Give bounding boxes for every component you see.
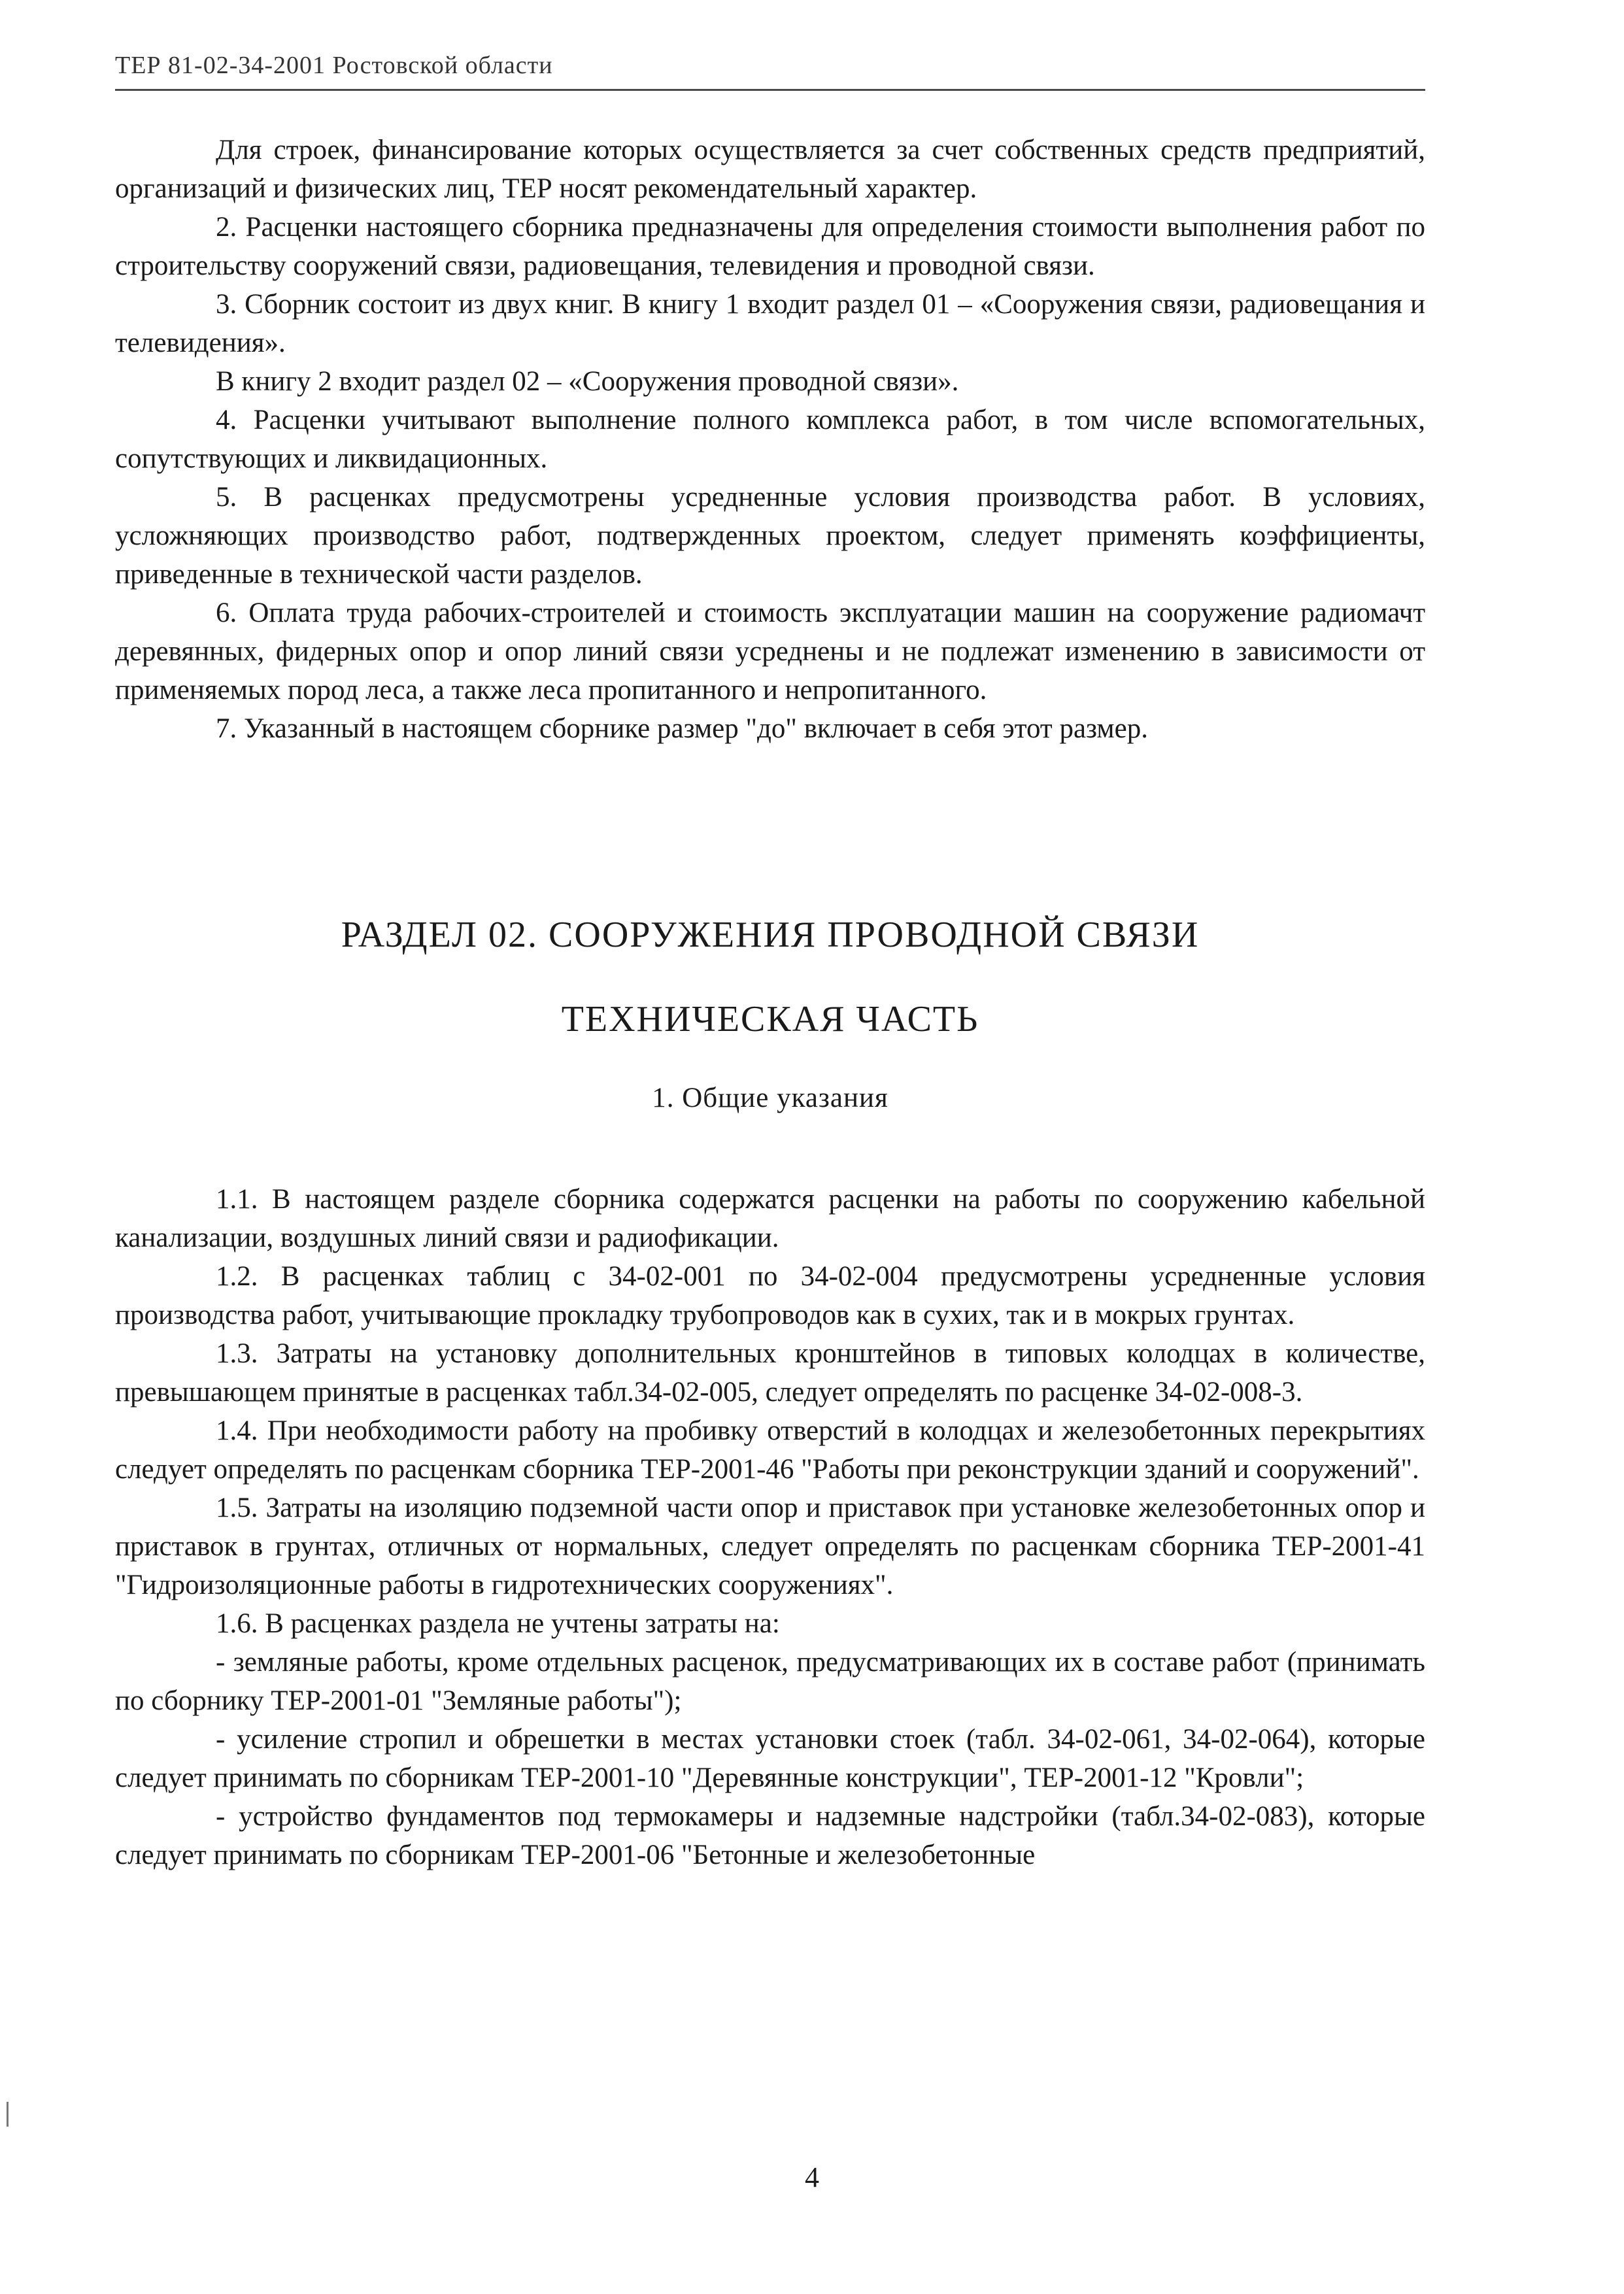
intro-paragraph: 5. В расценках предусмотрены усредненные условия производства работ. В условиях, усложняющих производство работ, подтвержденных проектом, следует применять коэффициенты, приведенные в технической части разделов. <box>115 482 1425 590</box>
intro-paragraph: 4. Расценки учитывают выполнение полного комплекса работ, в том числе вспомогательных, сопутствующих и ликвидационных. <box>115 405 1425 474</box>
intro-paragraph: 3. Сборник состоит из двух книг. В книгу 1 входит раздел 01 – «Сооружения связи, радиовещания и телевидения». <box>115 289 1425 358</box>
running-header: ТЕР 81-02-34-2001 Ростовской области <box>115 52 553 79</box>
section-paragraph: 1.5. Затраты на изоляцию подземной части опор и приставок при установке железобетонных опор и приставок в грунтах, отличных от нормальных, следует определять по расценкам сборника ТЕР-2001-41 "Гидроизоляционные работы в гидротехнических сооружениях". <box>115 1493 1425 1600</box>
header-rule <box>115 89 1425 91</box>
intro-paragraph: 7. Указанный в настоящем сборнике размер "до" включает в себя этот размер. <box>216 713 1148 744</box>
margin-scan-mark <box>7 2102 8 2127</box>
intro-paragraph: 6. Оплата труда рабочих-строителей и стоимость эксплуатации машин на сооружение радиомачт деревянных, фидерных опор и опор линий связи усреднены и не подлежат изменению в зависимости от применяемых пород леса, а также леса пропитанного и непропитанного. <box>115 598 1425 705</box>
intro-paragraph: 2. Расценки настоящего сборника предназначены для определения стоимости выполнения работ по строительству сооружений связи, радиовещания, телевидения и проводной связи. <box>115 212 1425 281</box>
subsection-title: 1. Общие указания <box>652 1083 888 1113</box>
part-title: ТЕХНИЧЕСКАЯ ЧАСТЬ <box>561 999 979 1039</box>
section-paragraph: 1.2. В расценках таблиц с 34-02-001 по 34-02-004 предусмотрены усредненные условия производства работ, учитывающие прокладку трубопроводов как в сухих, так и в мокрых грунтах. <box>115 1261 1425 1330</box>
section-paragraph: 1.3. Затраты на установку дополнительных кронштейнов в типовых колодцах в количестве, превышающем принятые в расценках табл.34-02-005, следует определять по расценке 34-02-008-3. <box>115 1338 1425 1408</box>
intro-text <box>115 131 1425 748</box>
section-list-item: - устройство фундаментов под термокамеры и надземные надстройки (табл.34-02-083), которые следует принимать по сборникам ТЕР-2001-06 "Бетонные и железобетонные <box>115 1801 1425 1870</box>
section-list-item: - усиление стропил и обрешетки в местах установки стоек (табл. 34-02-061, 34-02-064), которые следует принимать по сборникам ТЕР-2001-10 "Деревянные конструкции", ТЕР-2001-12 "Кровли"; <box>115 1724 1425 1793</box>
section-body-text <box>115 1180 1425 1874</box>
section-paragraph: 1.6. В расценках раздела не учтены затраты на: <box>216 1608 780 1639</box>
page-number: 4 <box>805 2161 819 2193</box>
section-list-item: - земляные работы, кроме отдельных расценок, предусматривающих их в составе работ (принимать по сборнику ТЕР-2001-01 "Земляные работы"); <box>115 1647 1425 1716</box>
section-title: РАЗДЕЛ 02. СООРУЖЕНИЯ ПРОВОДНОЙ СВЯЗИ <box>341 915 1200 955</box>
intro-paragraph: Для строек, финансирование которых осуществляется за счет собственных средств предприятий, организаций и физических лиц, ТЕР носят рекомендательный характер. <box>115 135 1425 204</box>
section-paragraph: 1.4. При необходимости работу на пробивку отверстий в колодцах и железобетонных перекрытиях следует определять по расценкам сборника ТЕР-2001-46 "Работы при реконструкции зданий и сооружений". <box>115 1415 1425 1485</box>
intro-paragraph: В книгу 2 входит раздел 02 – «Сооружения проводной связи». <box>216 366 959 397</box>
section-paragraph: 1.1. В настоящем разделе сборника содержатся расценки на работы по сооружению кабельной канализации, воздушных линий связи и радиофикации. <box>115 1184 1425 1253</box>
